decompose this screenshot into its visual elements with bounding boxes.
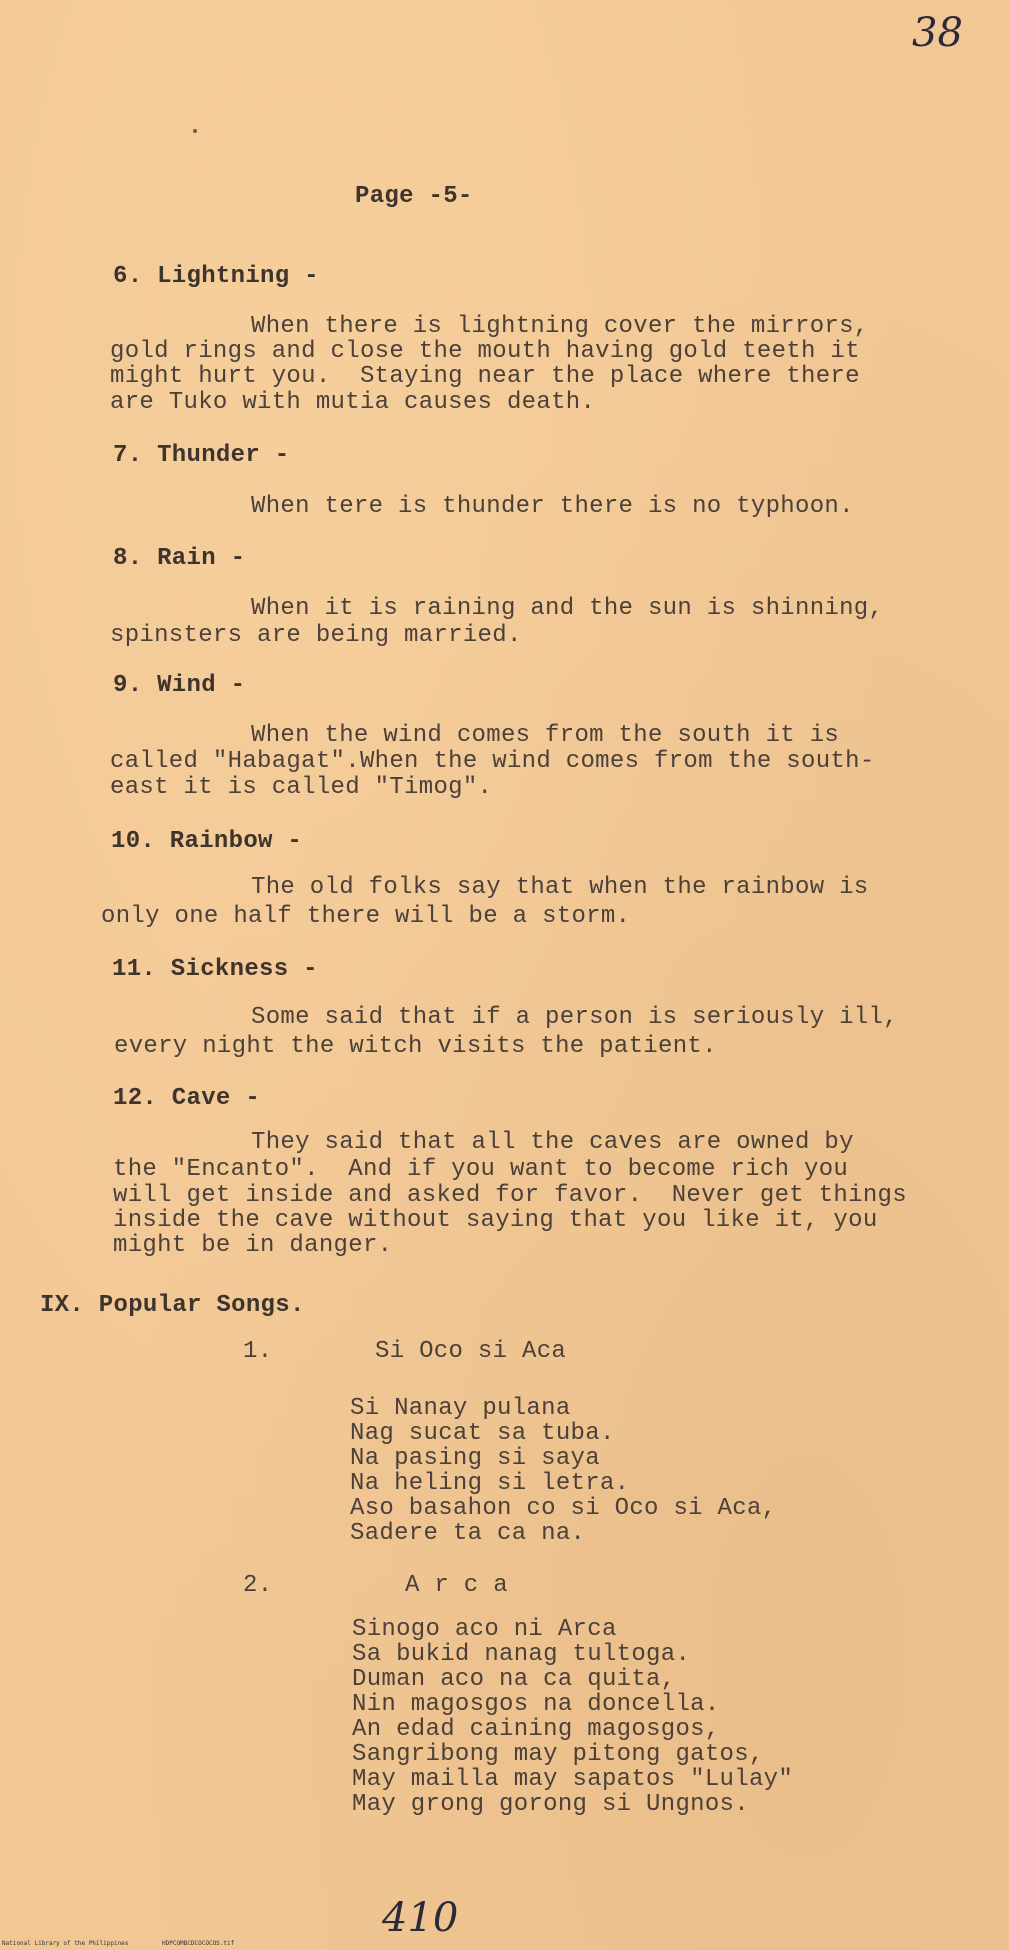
section-line: spinsters are being married. <box>110 622 522 649</box>
paper-speck <box>193 129 197 133</box>
section-line: every night the witch visits the patient. <box>114 1033 717 1060</box>
section-line: When it is raining and the sun is shinning, <box>251 595 884 622</box>
song-line: Sangribong may pitong gatos, <box>352 1741 764 1768</box>
section-line: called "Habagat".When the wind comes from the south- <box>110 748 875 775</box>
section-line: inside the cave without saying that you like it, you <box>113 1207 878 1234</box>
section-line: The old folks say that when the rainbow is <box>251 874 869 901</box>
section-line: only one half there will be a storm. <box>101 903 631 930</box>
section-line: They said that all the caves are owned by <box>251 1129 854 1156</box>
section-heading-cave: 12. Cave - <box>113 1085 261 1112</box>
song-line: Nag sucat sa tuba. <box>350 1420 615 1447</box>
song-number: 2. <box>243 1572 273 1599</box>
song-line: Na heling si letra. <box>350 1470 630 1497</box>
section-line: east it is called "Timog". <box>110 774 493 801</box>
song-line: Na pasing si saya <box>350 1445 600 1472</box>
song-title: Si Oco si Aca <box>375 1338 567 1365</box>
song-title: A r c a <box>405 1572 508 1599</box>
footer-library-credit: National Library of the Philippines <box>2 1940 129 1947</box>
section-heading-thunder: 7. Thunder - <box>113 442 290 469</box>
song-line: Nin magosgos na doncella. <box>352 1691 720 1718</box>
handwritten-page-mark: 38 <box>912 10 963 56</box>
footer-file-name: HDPCOMBCDCOCOCOS.tif <box>162 1940 235 1947</box>
section-line: the "Encanto". And if you want to become rich you <box>113 1156 849 1183</box>
song-line: Duman aco na ca quita, <box>352 1666 676 1693</box>
section-heading-rain: 8. Rain - <box>113 545 246 572</box>
section-heading-wind: 9. Wind - <box>113 672 246 699</box>
song-number: 1. <box>243 1338 273 1365</box>
section-line: Some said that if a person is seriously ill, <box>251 1004 898 1031</box>
song-line: May grong gorong si Ungnos. <box>352 1791 749 1818</box>
section-line: When tere is thunder there is no typhoon. <box>251 493 854 520</box>
page-label: Page -5- <box>355 183 473 210</box>
section-line: gold rings and close the mouth having gold teeth it <box>110 338 860 365</box>
song-line: Si Nanay pulana <box>350 1395 571 1422</box>
song-line: Sinogo aco ni Arca <box>352 1616 617 1643</box>
handwritten-bottom-mark: 410 <box>382 1895 459 1941</box>
song-line: Aso basahon co si Oco si Aca, <box>350 1495 777 1522</box>
song-line: May mailla may sapatos "Lulay" <box>352 1766 794 1793</box>
section-line: will get inside and asked for favor. Never get things <box>113 1182 907 1209</box>
section-line: might be in danger. <box>113 1232 393 1259</box>
section-heading-sickness: 11. Sickness - <box>112 956 318 983</box>
songs-heading: IX. Popular Songs. <box>40 1292 305 1319</box>
song-line: An edad caining magosgos, <box>352 1716 720 1743</box>
section-line: are Tuko with mutia causes death. <box>110 389 596 416</box>
section-line: When there is lightning cover the mirrors, <box>251 313 869 340</box>
song-line: Sadere ta ca na. <box>350 1520 586 1547</box>
song-line: Sa bukid nanag tultoga. <box>352 1641 691 1668</box>
section-line: When the wind comes from the south it is <box>251 722 840 749</box>
section-heading-rainbow: 10. Rainbow - <box>111 828 303 855</box>
section-line: might hurt you. Staying near the place where there <box>110 363 860 390</box>
section-heading-lightning: 6. Lightning - <box>113 263 319 290</box>
